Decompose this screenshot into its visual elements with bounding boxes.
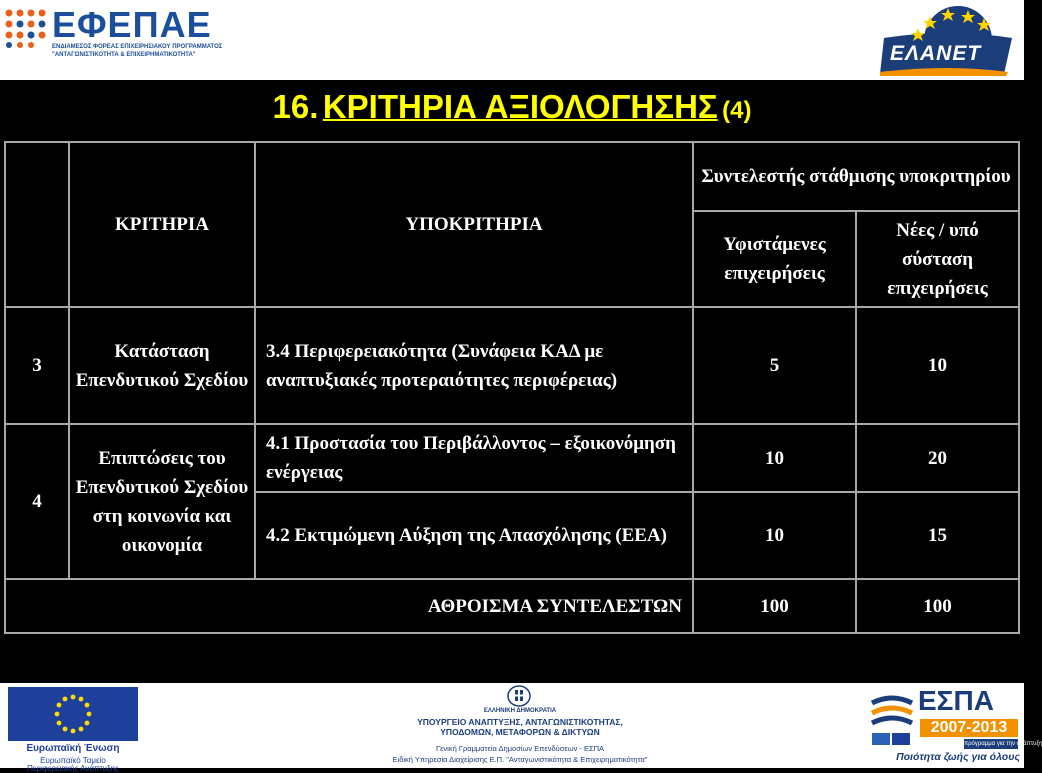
efepae-name: ΕΦΕΠΑΕ bbox=[52, 4, 212, 45]
managing-authority: Ειδική Υπηρεσία Διαχείρισης Ε.Π. "Ανταγωνιστικότητα & Επιχειρηματικότητα" bbox=[392, 755, 648, 764]
espa-slogan: Ποιότητα ζωής για όλους bbox=[896, 751, 1020, 763]
footer-bar bbox=[0, 683, 1042, 773]
efepae-mark-icon bbox=[4, 8, 50, 48]
criteria-table bbox=[4, 141, 1020, 634]
efepae-logo bbox=[4, 6, 234, 70]
elanet-name: ΕΛΑΝΕΤ bbox=[890, 42, 982, 65]
criterion-number: 3 bbox=[5, 307, 69, 424]
ministry-block bbox=[330, 683, 710, 768]
title-number: 16. bbox=[272, 88, 319, 125]
elanet-emblem-icon bbox=[878, 2, 1018, 78]
total-new: 100 bbox=[856, 579, 1019, 633]
table-row bbox=[5, 424, 1019, 492]
criterion-name: Επιπτώσεις του Επενδυτικού Σχεδίου στη κοινωνία και οικονομία bbox=[69, 424, 255, 579]
eu-name: Ευρωπαϊκή Ένωση bbox=[26, 743, 120, 754]
ministry-line-1: ΥΠΟΥΡΓΕΙΟ ΑΝΑΠΤΥΞΗΣ, ΑΝΤΑΓΩΝΙΣΤΙΚΟΤΗΤΑΣ, bbox=[417, 717, 623, 727]
weight-existing: 10 bbox=[693, 424, 856, 492]
header-new: Νέες / υπό σύσταση επιχειρήσεις bbox=[856, 211, 1019, 307]
ministry-line-2: ΥΠΟΔΟΜΩΝ, ΜΕΤΑΦΟΡΩΝ & ΔΙΚΤΥΩΝ bbox=[440, 727, 600, 737]
criterion-name: Κατάσταση Επενδυτικού Σχεδίου bbox=[69, 307, 255, 424]
weight-new: 20 bbox=[856, 424, 1019, 492]
efepae-subtitle-line-1: ΕΝΔΙΑΜΕΣΟΣ ΦΟΡΕΑΣ ΕΠΙΧΕΙΡΗΣΙΑΚΟΥ ΠΡΟΓΡΑΜΜΑΤΟΣ bbox=[52, 44, 223, 50]
title-part: (4) bbox=[722, 97, 752, 124]
total-row bbox=[5, 579, 1019, 633]
eu-flag-icon bbox=[8, 687, 138, 741]
header-criteria: ΚΡΙΤΗΡΙΑ bbox=[69, 142, 255, 307]
slide-title bbox=[0, 88, 1024, 126]
elanet-logo bbox=[878, 2, 1018, 78]
efepae-subtitle-line-2: "ΑΝΤΑΓΩΝΙΣΤΙΚΟΤΗΤΑ & ΕΠΙΧΕΙΡΗΜΑΤΙΚΟΤΗΤΑ" bbox=[52, 51, 196, 58]
subcriterion-text: 4.1 Προστασία του Περιβάλλοντος – εξοικονόμηση ενέργειας bbox=[255, 424, 693, 492]
greek-seal-icon bbox=[507, 685, 531, 707]
weight-existing: 5 bbox=[693, 307, 856, 424]
espa-name: ΕΣΠΑ bbox=[918, 685, 994, 716]
secretariat: Γενική Γραμματεία Δημοσίων Επενδύσεων - ΕΣΠΑ bbox=[435, 744, 605, 753]
header-existing: Υφιστάμενες επιχειρήσεις bbox=[693, 211, 856, 307]
eu-logo bbox=[4, 687, 142, 773]
header-row-1 bbox=[5, 142, 1019, 211]
espa-logo bbox=[868, 685, 1042, 765]
espa-waves-icon bbox=[868, 689, 916, 749]
title-text: ΚΡΙΤΗΡΙΑ ΑΞΙΟΛΟΓΗΣΗΣ bbox=[322, 88, 718, 125]
total-existing: 100 bbox=[693, 579, 856, 633]
table-row bbox=[5, 307, 1019, 424]
weight-new: 15 bbox=[856, 492, 1019, 579]
total-label: ΑΘΡΟΙΣΜΑ ΣΥΝΤΕΛΕΣΤΩΝ bbox=[5, 579, 693, 633]
espa-program: πρόγραμμα για την ανάπτυξη bbox=[964, 741, 1042, 747]
header-weight-group: Συντελεστής στάθμισης υποκριτηρίου bbox=[693, 142, 1019, 211]
state-name: ΕΛΛΗΝΙΚΗ ΔΗΜΟΚΡΑΤΙΑ bbox=[483, 708, 557, 714]
subcriterion-text: 4.2 Εκτιμώμενη Αύξηση της Απασχόλησης (ΕΕΑ) bbox=[255, 492, 693, 579]
eu-fund-line-2: Περιφερειακής Ανάπτυξης bbox=[27, 764, 119, 773]
header-bar bbox=[0, 0, 1024, 80]
header-subcriteria: ΥΠΟΚΡΙΤΗΡΙΑ bbox=[255, 142, 693, 307]
espa-years: 2007-2013 bbox=[920, 719, 1018, 737]
eu-fund-line-1: Ευρωπαϊκό Ταμείο bbox=[40, 756, 106, 765]
header-number-cell bbox=[5, 142, 69, 307]
subcriterion-text: 3.4 Περιφερειακότητα (Συνάφεια ΚΑΔ με αναπτυξιακές προτεραιότητες περιφέρειας) bbox=[255, 307, 693, 424]
efepae-subtitle bbox=[52, 44, 242, 59]
criterion-number: 4 bbox=[5, 424, 69, 579]
weight-new: 10 bbox=[856, 307, 1019, 424]
weight-existing: 10 bbox=[693, 492, 856, 579]
